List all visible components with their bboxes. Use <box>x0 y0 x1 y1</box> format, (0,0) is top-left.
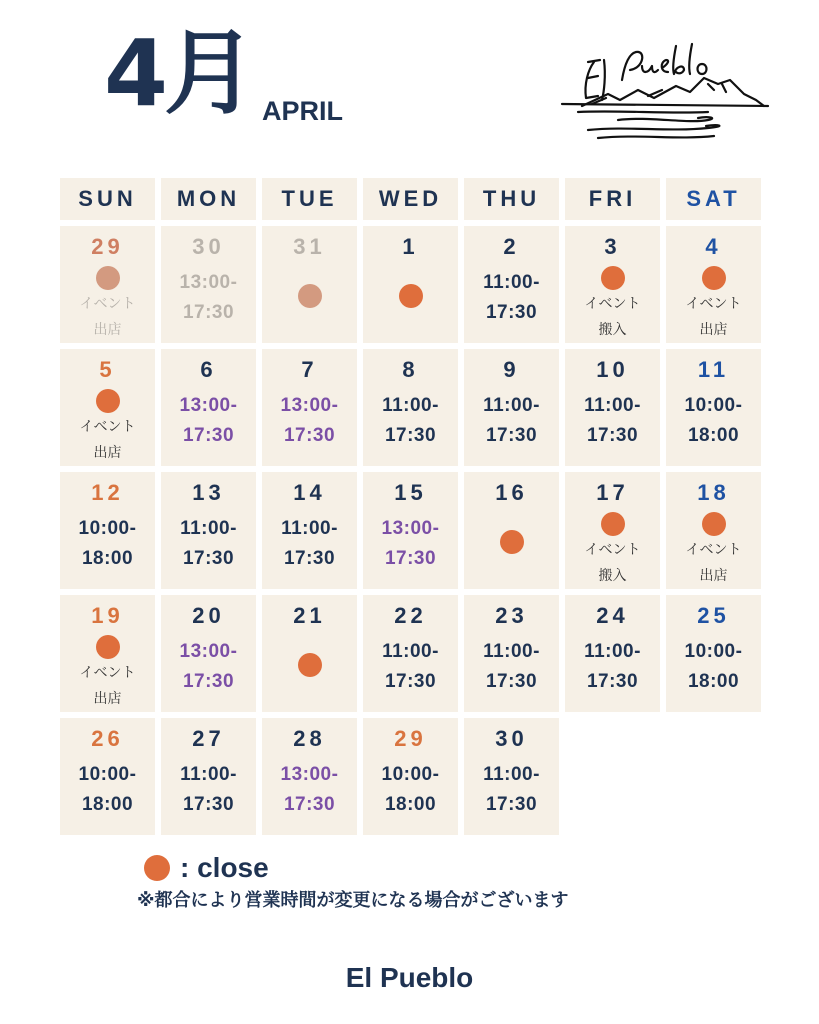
weekday-header-sun: SUN <box>60 178 155 220</box>
calendar-day-cell <box>262 472 357 589</box>
calendar-day-cell <box>60 595 155 712</box>
close-dot-icon <box>702 266 726 290</box>
day-number: 29 <box>91 234 124 259</box>
hours-close: 18:00 <box>384 794 437 815</box>
hours-close: 17:30 <box>586 671 639 692</box>
day-number: 31 <box>293 234 326 259</box>
calendar-day-cell <box>161 349 256 466</box>
hours-open: 13:00- <box>280 395 339 416</box>
hours-close: 17:30 <box>485 671 538 692</box>
event-note: イベント <box>79 665 136 681</box>
hours-open: 11:00- <box>483 641 540 662</box>
day-number: 6 <box>200 357 217 382</box>
hours-close: 17:30 <box>485 302 538 323</box>
hours-open: 10:00- <box>684 641 743 662</box>
business-hours <box>464 760 559 820</box>
event-note: 搬入 <box>598 568 627 584</box>
close-dot-icon <box>96 389 120 413</box>
calendar-day-cell <box>565 472 660 589</box>
calendar-day-cell <box>464 472 559 589</box>
weekday-header-wed: WED <box>363 178 458 220</box>
day-number: 12 <box>91 480 124 505</box>
calendar-day-cell <box>464 226 559 343</box>
business-hours <box>262 514 357 574</box>
calendar-day-cell <box>363 595 458 712</box>
hours-open: 10:00- <box>78 764 137 785</box>
calendar-day-cell <box>262 349 357 466</box>
business-hours <box>161 391 256 451</box>
event-note: イベント <box>79 296 136 312</box>
close-dot-icon <box>601 512 625 536</box>
day-number: 26 <box>91 726 124 751</box>
business-hours <box>666 637 761 697</box>
calendar-day-cell <box>60 226 155 343</box>
hours-close: 18:00 <box>81 548 134 569</box>
day-number: 28 <box>293 726 326 751</box>
day-number: 10 <box>596 357 629 382</box>
weekday-header-tue: TUE <box>262 178 357 220</box>
business-hours <box>363 514 458 574</box>
hours-open: 11:00- <box>483 272 540 293</box>
weekday-header-fri: FRI <box>565 178 660 220</box>
close-dot-icon <box>399 284 423 308</box>
hours-open: 11:00- <box>180 518 237 539</box>
calendar-day-cell <box>262 226 357 343</box>
weekday-header-sat: SAT <box>666 178 761 220</box>
event-note: 出店 <box>699 322 728 338</box>
day-number: 16 <box>495 480 528 505</box>
hours-open: 10:00- <box>78 518 137 539</box>
hours-close: 17:30 <box>182 671 235 692</box>
schedule-change-notice: ※都合により営業時間が変更になる場合がございます <box>137 890 569 911</box>
hours-open: 11:00- <box>382 395 439 416</box>
calendar-day-cell <box>60 472 155 589</box>
hours-open: 11:00- <box>483 764 540 785</box>
hours-close: 18:00 <box>81 794 134 815</box>
hours-open: 10:00- <box>684 395 743 416</box>
day-number: 4 <box>705 234 722 259</box>
calendar-day-cell <box>464 718 559 835</box>
legend <box>144 852 269 884</box>
calendar-day-cell <box>666 349 761 466</box>
day-number: 22 <box>394 603 427 628</box>
close-dot-icon <box>298 284 322 308</box>
business-hours <box>565 637 660 697</box>
close-dot-icon <box>298 653 322 677</box>
close-dot-icon <box>702 512 726 536</box>
day-number: 25 <box>697 603 730 628</box>
close-dot-icon <box>500 530 524 554</box>
hours-open: 11:00- <box>584 395 641 416</box>
day-number: 17 <box>596 480 629 505</box>
business-hours <box>565 391 660 451</box>
calendar-day-cell <box>666 472 761 589</box>
calendar-day-cell <box>161 226 256 343</box>
hours-open: 13:00- <box>179 641 238 662</box>
footer-brand: El Pueblo <box>345 962 474 993</box>
close-dot-icon <box>96 635 120 659</box>
business-hours <box>363 391 458 451</box>
day-number: 19 <box>91 603 124 628</box>
month-number: 4月 <box>104 20 253 127</box>
empty-cell <box>565 718 660 835</box>
calendar-day-cell <box>464 349 559 466</box>
event-note: 出店 <box>699 568 728 584</box>
hours-close: 17:30 <box>384 671 437 692</box>
business-hours <box>262 391 357 451</box>
hours-open: 13:00- <box>280 764 339 785</box>
calendar-day-cell <box>161 472 256 589</box>
weekday-header-thu: THU <box>464 178 559 220</box>
hours-open: 11:00- <box>483 395 540 416</box>
hours-close: 17:30 <box>283 794 336 815</box>
calendar-day-cell <box>363 718 458 835</box>
hours-close: 17:30 <box>485 794 538 815</box>
day-number: 3 <box>604 234 621 259</box>
event-note: イベント <box>685 296 742 312</box>
business-hours <box>161 637 256 697</box>
day-number: 30 <box>192 234 225 259</box>
calendar-day-cell <box>565 595 660 712</box>
hours-open: 11:00- <box>281 518 338 539</box>
day-number: 7 <box>301 357 318 382</box>
day-number: 1 <box>402 234 419 259</box>
business-hours <box>161 760 256 820</box>
calendar-day-cell <box>262 718 357 835</box>
hours-open: 11:00- <box>584 641 641 662</box>
hours-open: 11:00- <box>382 641 439 662</box>
business-hours <box>464 391 559 451</box>
day-number: 24 <box>596 603 629 628</box>
calendar-day-cell <box>161 595 256 712</box>
hours-open: 10:00- <box>381 764 440 785</box>
calendar-day-cell <box>60 349 155 466</box>
business-hours <box>666 391 761 451</box>
close-dot-icon <box>144 855 170 881</box>
day-number: 21 <box>293 603 326 628</box>
business-hours <box>161 514 256 574</box>
day-number: 20 <box>192 603 225 628</box>
day-number: 8 <box>402 357 419 382</box>
calendar-day-cell <box>464 595 559 712</box>
hours-open: 13:00- <box>179 395 238 416</box>
hours-close: 17:30 <box>283 548 336 569</box>
hours-close: 17:30 <box>182 548 235 569</box>
calendar-day-cell <box>60 718 155 835</box>
close-dot-icon <box>96 266 120 290</box>
business-hours <box>60 514 155 574</box>
day-number: 27 <box>192 726 225 751</box>
event-note: 出店 <box>93 691 122 707</box>
business-hours <box>262 760 357 820</box>
empty-cell <box>666 718 761 835</box>
calendar-day-cell <box>565 349 660 466</box>
hours-open: 13:00- <box>179 272 238 293</box>
hours-close: 17:30 <box>586 425 639 446</box>
event-note: 搬入 <box>598 322 627 338</box>
hours-close: 17:30 <box>283 425 336 446</box>
hours-close: 18:00 <box>687 671 740 692</box>
day-number: 15 <box>394 480 427 505</box>
event-note: イベント <box>584 296 641 312</box>
hours-close: 17:30 <box>384 425 437 446</box>
day-number: 14 <box>293 480 326 505</box>
close-dot-icon <box>601 266 625 290</box>
day-number: 29 <box>394 726 427 751</box>
day-number: 23 <box>495 603 528 628</box>
day-number: 2 <box>503 234 520 259</box>
business-hours <box>363 637 458 697</box>
event-note: 出店 <box>93 322 122 338</box>
calendar-day-cell <box>363 349 458 466</box>
calendar-day-cell <box>666 595 761 712</box>
day-number: 30 <box>495 726 528 751</box>
business-hours <box>464 637 559 697</box>
hours-close: 17:30 <box>384 548 437 569</box>
business-hours <box>60 760 155 820</box>
hours-close: 17:30 <box>485 425 538 446</box>
el-pueblo-logo <box>558 40 770 144</box>
business-hours <box>363 760 458 820</box>
event-note: イベント <box>79 419 136 435</box>
hours-close: 17:30 <box>182 425 235 446</box>
hours-close: 18:00 <box>687 425 740 446</box>
event-note: 出店 <box>93 445 122 461</box>
business-hours <box>464 268 559 328</box>
day-number: 9 <box>503 357 520 382</box>
legend-label: : close <box>180 852 269 883</box>
hours-open: 11:00- <box>180 764 237 785</box>
month-name: APRIL <box>262 96 343 126</box>
day-number: 5 <box>99 357 116 382</box>
calendar-day-cell <box>161 718 256 835</box>
day-number: 18 <box>697 480 730 505</box>
business-hours <box>161 268 256 328</box>
hours-close: 17:30 <box>182 302 235 323</box>
calendar-day-cell <box>363 226 458 343</box>
day-number: 13 <box>192 480 225 505</box>
day-number: 11 <box>697 357 730 382</box>
calendar-day-cell <box>565 226 660 343</box>
hours-close: 17:30 <box>182 794 235 815</box>
event-note: イベント <box>584 542 641 558</box>
weekday-header-mon: MON <box>161 178 256 220</box>
calendar-grid <box>60 178 761 835</box>
calendar-day-cell <box>363 472 458 589</box>
calendar-day-cell <box>666 226 761 343</box>
calendar-day-cell <box>262 595 357 712</box>
event-note: イベント <box>685 542 742 558</box>
hours-open: 13:00- <box>381 518 440 539</box>
